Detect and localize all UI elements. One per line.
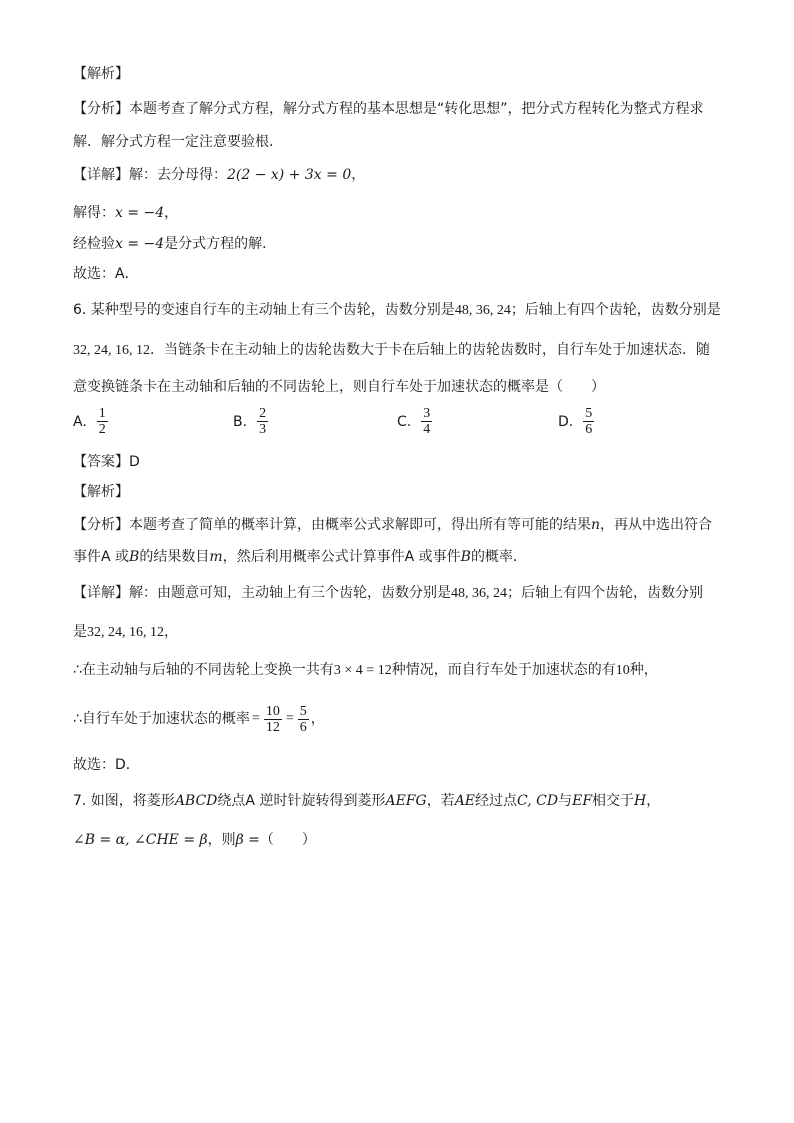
detail-text: ∴在主动轴与后轴的不同齿轮上变换一共有 xyxy=(73,662,334,678)
stem-text: 6. 某种型号的变速自行车的主动轴上有三个齿轮，齿数分别是 xyxy=(73,302,455,318)
q6-stem-line-1 xyxy=(73,300,721,321)
detail-text: ∴自行车处于加速状态的概率 xyxy=(73,711,250,727)
variable: m xyxy=(209,549,223,565)
stem-text: ，若 xyxy=(426,793,455,809)
q5-fenxi-line-1 xyxy=(73,99,704,119)
q6-analysis-heading xyxy=(73,482,129,502)
q5-fenxi-line-2 xyxy=(73,132,283,152)
stem-text: 绕点A 逆时针旋转得到菱形 xyxy=(217,793,386,809)
equation: x = −4 xyxy=(115,205,165,221)
fenxi-text: 解．解分式方程一定注意要验根． xyxy=(73,134,283,150)
number: 10 xyxy=(615,663,630,678)
q5-choice-line xyxy=(73,264,139,284)
variable: AE xyxy=(454,793,476,809)
equals-sign: = xyxy=(251,711,260,726)
fenxi-text: 本题考查了简单的概率计算，由概率公式求解即可，得出所有等可能的结果 xyxy=(129,517,591,533)
check-label: 经检验 xyxy=(73,236,115,252)
equation: 3 × 4 = 12 xyxy=(333,663,392,678)
option-label: B. xyxy=(233,413,248,430)
answer-text: 【答案】D xyxy=(73,454,140,470)
fenxi-text: ，再从中选出符合 xyxy=(600,517,713,533)
analysis-label: 【解析】 xyxy=(73,66,129,82)
q6-stem-line-3 xyxy=(73,377,605,397)
detail-tag: 【详解】 xyxy=(73,167,129,183)
punct: ， xyxy=(164,624,178,640)
variable: B xyxy=(129,549,140,565)
punct: ， xyxy=(164,205,179,221)
q6-fenxi-line-1 xyxy=(73,515,712,535)
detail-text: ；后轴上有四个齿轮，齿数分别 xyxy=(507,585,703,601)
equation: x = −4 xyxy=(115,236,165,252)
fenxi-text: 的概率． xyxy=(470,549,527,565)
option-label: D. xyxy=(558,413,574,430)
q6-detail-line-3 xyxy=(73,660,658,681)
detail-text: 是 xyxy=(73,624,87,640)
q6-detail-line-2 xyxy=(73,622,178,643)
option-fraction: $\frac{5}{6}$ xyxy=(585,406,593,437)
number-list: 48, 36, 24 xyxy=(454,303,511,318)
option-c xyxy=(397,406,434,437)
option-label: A. xyxy=(73,413,87,430)
option-d xyxy=(558,406,596,437)
fenxi-text: 事件A 或 xyxy=(73,549,130,565)
q6-detail-line-4 xyxy=(73,698,325,740)
q7-stem-line-2 xyxy=(73,830,316,850)
stem-text: 相交于 xyxy=(592,793,635,809)
choice-text: 故选：A． xyxy=(73,266,139,282)
option-fraction: $\frac{1}{2}$ xyxy=(98,406,106,437)
fenxi-tag: 【分析】 xyxy=(73,517,129,533)
detail-text: 解：由题意可知，主动轴上有三个齿轮，齿数分别是 xyxy=(129,585,451,601)
number-list: 32, 24, 16, 12 xyxy=(73,343,150,358)
fenxi-tag: 【分析】 xyxy=(73,101,129,117)
number-list: 32, 24, 16, 12 xyxy=(87,625,164,640)
detail-text: 种情况，而自行车处于加速状态的有 xyxy=(391,662,616,678)
variable: H xyxy=(634,793,647,809)
probability-fraction-1: $\frac{10}{12}$ xyxy=(265,703,280,735)
detail-text: 种， xyxy=(629,662,658,678)
variable: C, CD xyxy=(517,793,559,809)
number-list: 48, 36, 24 xyxy=(451,586,507,601)
stem-text: 经过点 xyxy=(475,793,518,809)
punct: ， xyxy=(646,793,661,809)
detail-tag: 【详解】 xyxy=(73,585,129,601)
stem-text: 7. 如图，将菱形 xyxy=(73,793,175,809)
q6-detail-line-1 xyxy=(73,583,703,604)
q6-stem-line-2 xyxy=(73,340,710,361)
punct: ， xyxy=(310,711,325,727)
q5-solve-line xyxy=(73,203,178,223)
stem-text: 与 xyxy=(558,793,573,809)
equals-sign: = xyxy=(285,711,294,726)
option-label: C. xyxy=(397,413,412,430)
fenxi-text: 的结果数目 xyxy=(139,549,210,565)
variable: AEFG xyxy=(385,793,427,809)
solve-label: 解得： xyxy=(73,205,115,221)
stem-text: ，则 xyxy=(207,832,236,848)
punct: ， xyxy=(351,167,366,183)
analysis-heading xyxy=(73,64,129,84)
fenxi-text: 本题考查了解分式方程，解分式方程的基本思想是“转化思想”，把分式方程转化为整式方程求 xyxy=(129,101,704,117)
option-fraction: $\frac{3}{4}$ xyxy=(423,406,431,437)
q6-fenxi-line-2 xyxy=(73,547,527,567)
q6-choice-line xyxy=(73,755,140,775)
stem-text: 意变换链条卡在主动轴和后轴的不同齿轮上，则自行车处于加速状态的概率是（ ） xyxy=(73,379,605,395)
probability-fraction-2: $\frac{5}{6}$ xyxy=(299,703,307,735)
stem-text: ；后轴上有四个齿轮，齿数分别是 xyxy=(510,302,721,318)
analysis-label: 【解析】 xyxy=(73,484,129,500)
choice-text: 故选：D． xyxy=(73,757,140,773)
equation: 2(2 − x) + 3x = 0 xyxy=(227,167,352,183)
stem-text: ．当链条卡在主动轴上的齿轮齿数大于卡在后轴上的齿轮齿数时，自行车处于加速状态．随 xyxy=(150,342,710,358)
detail-text: 解：去分母得： xyxy=(129,167,227,183)
variable: EF xyxy=(572,793,593,809)
option-a xyxy=(73,406,110,437)
option-b xyxy=(233,406,270,437)
q5-detail-line xyxy=(73,165,365,185)
variable: B xyxy=(460,549,471,565)
variable: n xyxy=(591,517,601,533)
equation: ∠B = α, ∠CHE = β xyxy=(73,832,208,848)
variable: ABCD xyxy=(174,793,218,809)
fenxi-text: ，然后利用概率公式计算事件A 或事件 xyxy=(222,549,461,565)
stem-text: （ ） xyxy=(259,832,316,848)
q6-answer-line xyxy=(73,452,140,472)
q5-check-line xyxy=(73,234,276,254)
q7-stem-line-1 xyxy=(73,791,660,811)
variable: β = xyxy=(235,832,260,848)
option-fraction: $\frac{2}{3}$ xyxy=(259,406,267,437)
check-text: 是分式方程的解． xyxy=(164,236,277,252)
